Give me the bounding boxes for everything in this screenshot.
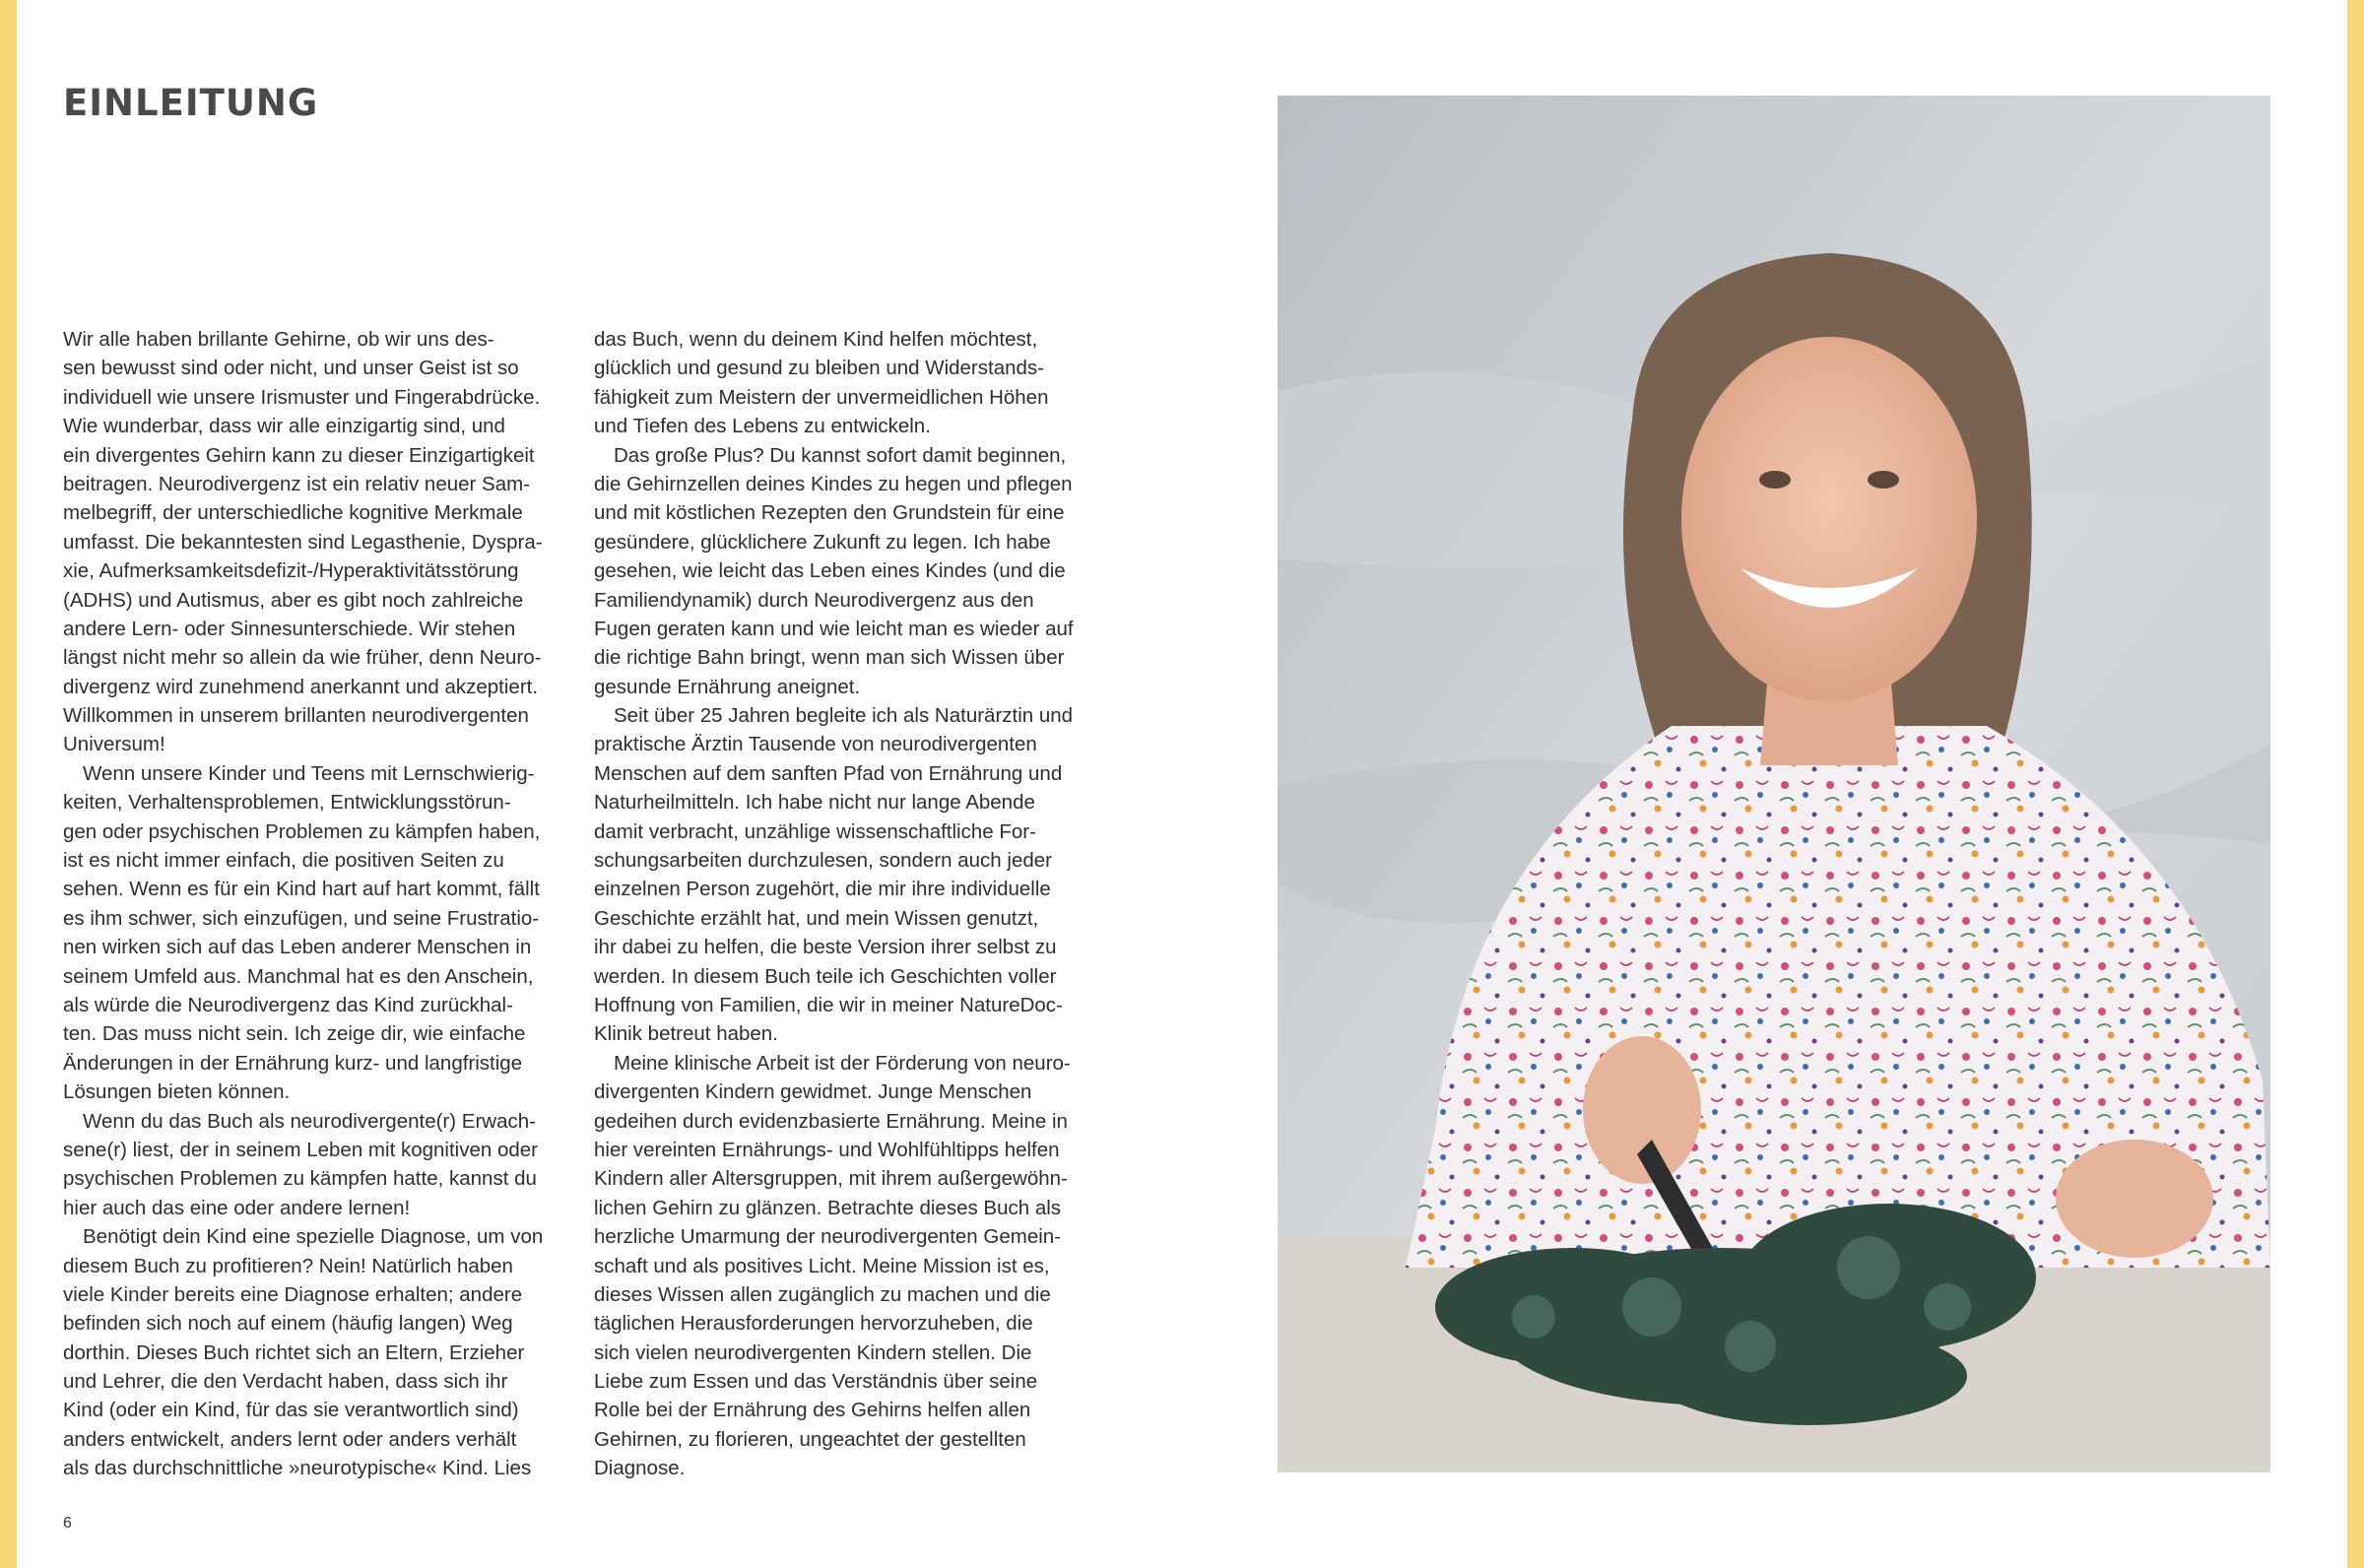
text-line: praktische Ärztin Tausende von neurodivergenten bbox=[594, 733, 1037, 756]
text-line: und Lehrer, die den Verdacht haben, dass sich ihr bbox=[63, 1370, 508, 1394]
text-line: längst nicht mehr so allein da wie früher, denn Neuro- bbox=[63, 646, 542, 670]
text-line: (ADHS) und Autismus, aber es gibt noch zahlreiche bbox=[63, 588, 524, 612]
text-line: individuell wie unsere Irismuster und Fingerabdrücke. bbox=[63, 385, 541, 409]
text-line: nen wirken sich auf das Leben anderer Menschen in bbox=[63, 936, 532, 959]
text-line: ist es nicht immer einfach, die positiven Seiten zu bbox=[63, 849, 504, 873]
text-line: diesem Buch zu profitieren? Nein! Natürlich haben bbox=[63, 1254, 513, 1277]
text-line: Wir alle haben brillante Gehirne, ob wir uns des- bbox=[63, 328, 494, 351]
text-line: seinem Umfeld aus. Manchmal hat es den Anschein, bbox=[63, 964, 534, 988]
text-line: Gehirnen, zu florieren, ungeachtet der gestellten bbox=[594, 1427, 1026, 1451]
text-line: Naturheilmitteln. Ich habe nicht nur lange Abende bbox=[594, 791, 1035, 815]
text-line: fähigkeit zum Meistern der unvermeidlichen Höhen bbox=[594, 385, 1049, 409]
text-line: Meine klinische Arbeit ist der Förderung von neuro- bbox=[614, 1051, 1071, 1075]
text-line: hier auch das eine oder andere lernen! bbox=[63, 1196, 411, 1219]
text-line: anders entwickelt, anders lernt oder anders verhält bbox=[63, 1427, 517, 1451]
text-line: sene(r) liest, der in seinem Leben mit kognitiven oder bbox=[63, 1138, 538, 1161]
text-line: ein divergentes Gehirn kann zu dieser Einzigartigkeit bbox=[63, 443, 535, 467]
text-line: sehen. Wenn es für ein Kind hart auf hart kommt, fällt bbox=[63, 878, 540, 901]
text-line: gesunde Ernährung aneignet. bbox=[594, 675, 861, 698]
text-line: gesündere, glücklichere Zukunft zu legen. Ich habe bbox=[594, 530, 1051, 554]
text-line: Familiendynamik) durch Neurodivergenz aus den bbox=[594, 588, 1034, 612]
text-line: divergenz wird zunehmend anerkannt und akzeptiert. bbox=[63, 675, 539, 698]
text-line: Hoffnung von Familien, die wir in meiner NatureDoc- bbox=[594, 993, 1063, 1016]
left-page-edge-accent bbox=[0, 0, 17, 1568]
text-line: das Buch, wenn du deinem Kind helfen möchtest, bbox=[594, 328, 1038, 351]
text-line: Geschichte erzählt hat, und mein Wissen genutzt, bbox=[594, 906, 1039, 930]
text-line: umfasst. Die bekanntesten sind Legasthenie, Dyspra- bbox=[63, 530, 543, 554]
text-line: andere Lern- oder Sinnesunterschiede. Wir stehen bbox=[63, 617, 516, 640]
text-line: täglichen Herausforderungen hervorzuheben, die bbox=[594, 1312, 1033, 1336]
text-line: schungsarbeiten durchzulesen, sondern auch jeder bbox=[594, 849, 1052, 873]
right-page-edge-accent bbox=[2347, 0, 2364, 1568]
text-column-right bbox=[594, 325, 1106, 1483]
text-line: Kindern aller Altersgruppen, mit ihrem außergewöhn- bbox=[594, 1167, 1068, 1191]
text-column-left bbox=[63, 325, 575, 1483]
text-line: Menschen auf dem sanften Pfad von Ernährung und bbox=[594, 761, 1063, 785]
text-line: Das große Plus? Du kannst sofort damit beginnen, bbox=[614, 443, 1067, 467]
text-line: Änderungen in der Ernährung kurz- und langfristige bbox=[63, 1051, 523, 1075]
text-line: die richtige Bahn bringt, wenn man sich Wissen über bbox=[594, 646, 1065, 670]
text-line: einzelnen Person zugehört, die mir ihre individuelle bbox=[594, 878, 1051, 901]
text-line: ten. Das muss nicht sein. Ich zeige dir, wie einfache bbox=[63, 1022, 526, 1046]
text-line: werden. In diesem Buch teile ich Geschichten voller bbox=[594, 964, 1057, 988]
portrait-illustration bbox=[1278, 96, 2270, 1472]
text-line: hier vereinten Ernährungs- und Wohlfühltipps helfen bbox=[594, 1138, 1060, 1161]
chapter-heading: EINLEITUNG bbox=[63, 82, 319, 124]
text-line: Rolle bei der Ernährung des Gehirns helfen allen bbox=[594, 1399, 1031, 1422]
text-line: Benötigt dein Kind eine spezielle Diagnose, um von bbox=[83, 1225, 544, 1249]
text-line: die Gehirnzellen deines Kindes zu hegen und pflegen bbox=[594, 472, 1073, 495]
text-line: Fugen geraten kann und wie leicht man es wieder auf bbox=[594, 617, 1074, 640]
text-line: xie, Aufmerksamkeitsdefizit-/Hyperaktivitätsstörung bbox=[63, 559, 519, 583]
text-line: ihr dabei zu helfen, die beste Version ihrer selbst zu bbox=[594, 936, 1057, 959]
text-line: gen oder psychischen Problemen zu kämpfen haben, bbox=[63, 819, 541, 843]
text-line: melbegriff, der unterschiedliche kognitive Merkmale bbox=[63, 501, 523, 525]
text-line: beitragen. Neurodivergenz ist ein relativ neuer Sam- bbox=[63, 472, 531, 495]
text-line: Kind (oder ein Kind, für das sie verantwortlich sind) bbox=[63, 1399, 519, 1422]
text-line: als würde die Neurodivergenz das Kind zurückhal- bbox=[63, 993, 513, 1016]
text-line: dorthin. Dieses Buch richtet sich an Eltern, Erzieher bbox=[63, 1340, 525, 1364]
text-line: Universum! bbox=[63, 733, 165, 756]
text-line: Liebe zum Essen und das Verständnis über seine bbox=[594, 1370, 1038, 1394]
author-portrait-photo bbox=[1278, 96, 2270, 1472]
text-line: viele Kinder bereits eine Diagnose erhalten; andere bbox=[63, 1282, 523, 1306]
page-number: 6 bbox=[63, 1515, 72, 1532]
text-line: sich vielen neurodivergenten Kindern stellen. Die bbox=[594, 1340, 1032, 1364]
text-line: als das durchschnittliche »neurotypische« Kind. Lies bbox=[63, 1457, 532, 1480]
text-line: divergenten Kindern gewidmet. Junge Menschen bbox=[594, 1080, 1032, 1104]
text-line: lichen Gehirn zu glänzen. Betrachte dieses Buch als bbox=[594, 1196, 1062, 1219]
text-line: es ihm schwer, sich einzufügen, und seine Frustratio- bbox=[63, 906, 540, 930]
text-line: Lösungen bieten können. bbox=[63, 1080, 291, 1104]
text-line: dieses Wissen allen zugänglich zu machen und die bbox=[594, 1282, 1051, 1306]
text-line: damit verbracht, unzählige wissenschaftliche For- bbox=[594, 819, 1036, 843]
text-line: herzliche Umarmung der neurodivergenten Gemein- bbox=[594, 1225, 1062, 1249]
text-line: Seit über 25 Jahren begleite ich als Naturärztin und bbox=[614, 704, 1074, 728]
text-line: Wenn unsere Kinder und Teens mit Lernschwierig- bbox=[83, 761, 535, 785]
text-line: Klinik betreut haben. bbox=[594, 1022, 778, 1046]
text-line: psychischen Problemen zu kämpfen hatte, kannst du bbox=[63, 1167, 537, 1191]
text-line: schaft und als positives Licht. Meine Mission ist es, bbox=[594, 1254, 1050, 1277]
text-line: und mit köstlichen Rezepten den Grundstein für eine bbox=[594, 501, 1065, 525]
text-line: keiten, Verhaltensproblemen, Entwicklungsstörun- bbox=[63, 791, 511, 815]
text-line: glücklich und gesund zu bleiben und Widerstands- bbox=[594, 357, 1044, 380]
text-line: gesehen, wie leicht das Leben eines Kindes (und die bbox=[594, 559, 1066, 583]
text-line: Willkommen in unserem brillanten neurodivergenten bbox=[63, 704, 529, 728]
text-line: gedeihen durch evidenzbasierte Ernährung. Meine in bbox=[594, 1109, 1068, 1133]
text-line: und Tiefen des Lebens zu entwickeln. bbox=[594, 415, 931, 438]
text-line: Diagnose. bbox=[594, 1457, 686, 1480]
text-line: sen bewusst sind oder nicht, und unser Geist ist so bbox=[63, 357, 519, 380]
text-line: Wenn du das Buch als neurodivergente(r) Erwach- bbox=[83, 1109, 536, 1133]
text-line: befinden sich noch auf einem (häufig langen) Weg bbox=[63, 1312, 513, 1336]
text-line: Wie wunderbar, dass wir alle einzigartig sind, und bbox=[63, 415, 505, 438]
